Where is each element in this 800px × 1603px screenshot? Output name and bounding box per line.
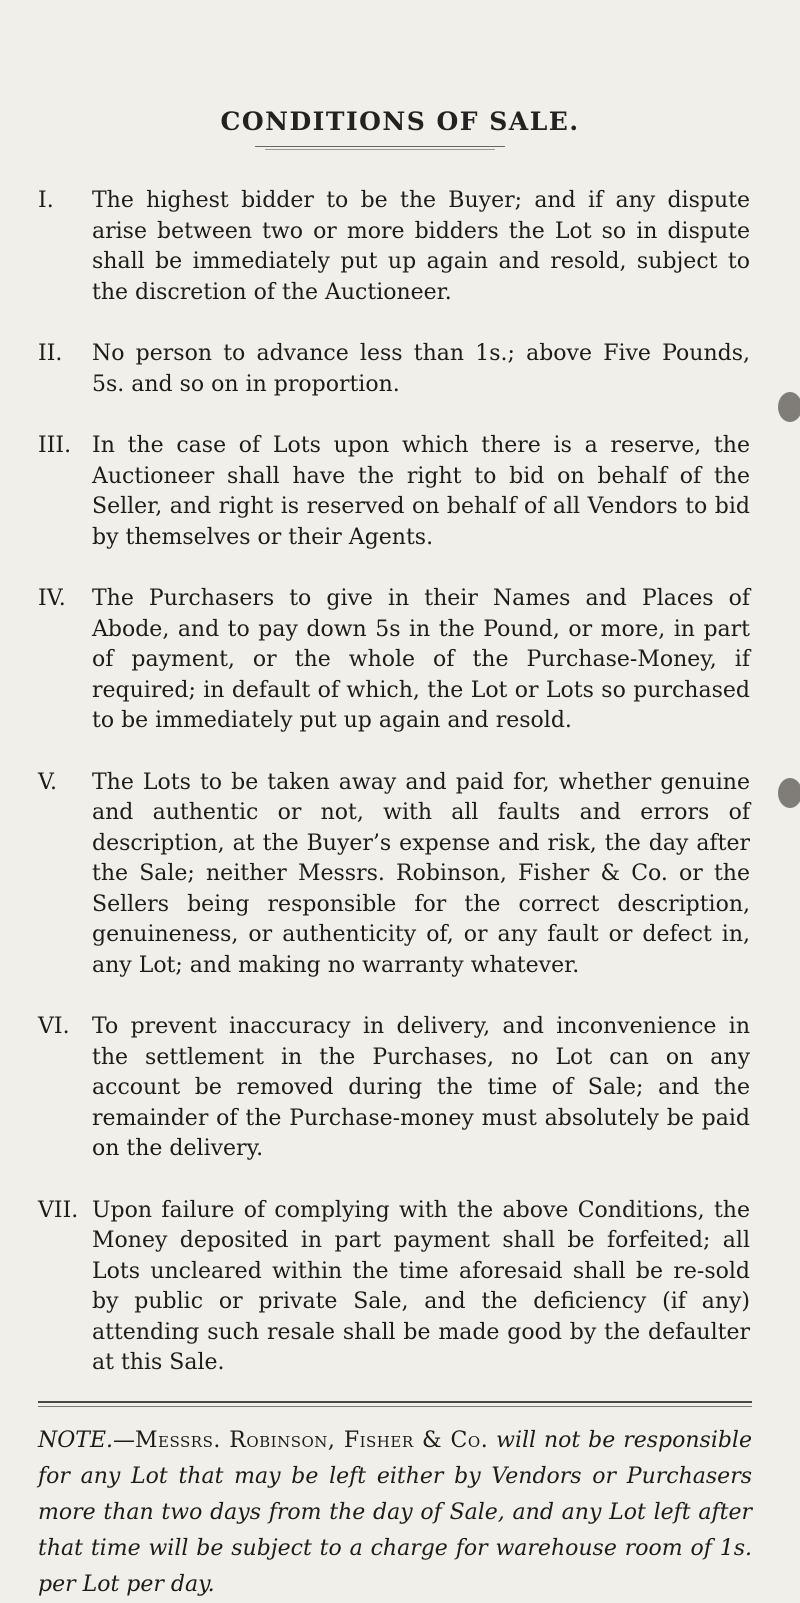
condition-number: I.	[38, 188, 54, 213]
section-divider	[38, 1401, 752, 1403]
paper-stain	[778, 778, 800, 808]
title-underline	[255, 146, 505, 147]
section-divider-thin	[38, 1406, 752, 1407]
condition-text: Upon failure of complying with the above Conditions, the Money deposited in part payment shall be forfeited; all Lots uncleared within the time aforesaid shall be re-sold by public or private Sale, and the deficiency (if any) attending such resale shall be made good by the defaulter at this Sale.	[92, 1197, 750, 1375]
condition-number: II.	[38, 341, 63, 366]
note-text: will not be responsible for any Lot that may be left either by Vendors or Purchasers more than two days from the day of Sale, and any Lot left after that time will be subject to a charge for warehouse room of 1s. per Lot per day.	[38, 1427, 752, 1597]
condition-1	[38, 186, 750, 308]
condition-text: The Purchasers to give in their Names and Places of Abode, and to pay down 5s in the Pound, or more, in part of payment, or the whole of the Purchase-Money, if required; in default of which, the Lot or Lots so purchased to be immediately put up again and resold.	[92, 586, 750, 733]
condition-text: In the case of Lots upon which there is a reserve, the Auctioneer shall have the right to bid on behalf of the Seller, and right is reserved on behalf of all Vendors to bid by themselves or their Agents.	[92, 433, 750, 550]
note-lead: NOTE.—	[38, 1427, 136, 1453]
note-firm-name: Messrs. Robinson, Fisher & Co.	[135, 1427, 489, 1453]
title-underline-inner	[265, 149, 495, 150]
condition-number: IV.	[38, 586, 66, 611]
condition-text: To prevent inaccuracy in delivery, and inconvenience in the settlement in the Purchases, no Lot can on any account be removed during the time of Sale; and the remainder of the Purchase-money must absolutely be paid on the delivery.	[92, 1014, 750, 1161]
paper-stain	[778, 392, 800, 422]
condition-3	[38, 431, 750, 553]
condition-text: The highest bidder to be the Buyer; and if any dispute arise between two or more bidders the Lot so in dispute shall be immediately put up again and resold, subject to the discretion of the Auctioneer.	[92, 188, 750, 305]
condition-6	[38, 1012, 750, 1165]
condition-text: The Lots to be taken away and paid for, whether genuine and authentic or not, with all faults and errors of description, at the Buyer’s expense and risk, the day after the Sale; neither Messrs. Robinson, Fisher & Co. or the Sellers being responsible for the correct description, genuineness, or authenticity of, or any fault or defect in, any Lot; and making no warranty whatever.	[92, 769, 750, 978]
condition-4	[38, 584, 750, 737]
condition-number: III.	[38, 433, 72, 458]
condition-number: VII.	[38, 1197, 79, 1223]
page-title: CONDITIONS OF SALE.	[220, 107, 580, 136]
condition-number: VI.	[38, 1014, 70, 1039]
condition-7	[38, 1196, 750, 1379]
condition-2	[38, 339, 750, 400]
footnote	[38, 1423, 752, 1603]
condition-text: No person to advance less than 1s.; above Five Pounds, 5s. and so on in proportion.	[92, 341, 750, 397]
condition-number: V.	[38, 769, 58, 795]
condition-5	[38, 768, 750, 982]
